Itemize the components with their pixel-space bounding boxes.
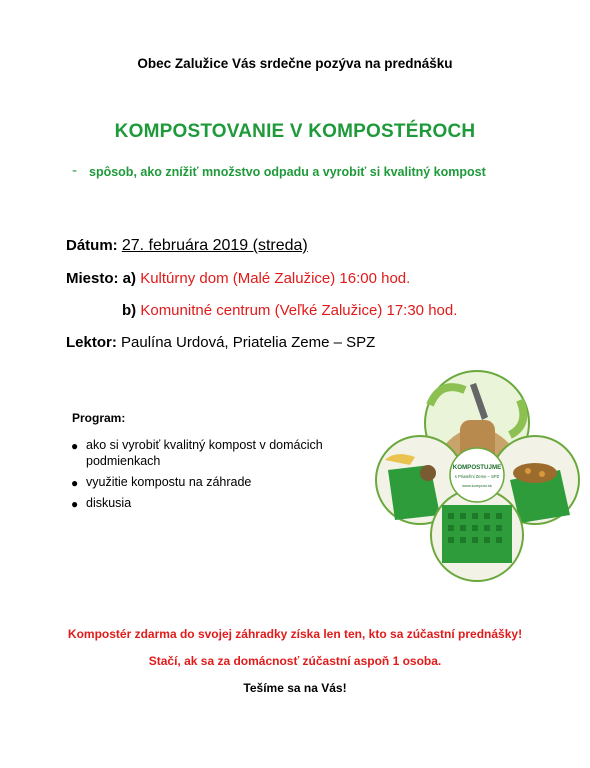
compost-logo-image — [370, 365, 585, 585]
place-label: Miesto: — [66, 270, 119, 287]
note-closing: Tešíme sa na Vás! — [243, 681, 347, 695]
list-item-text: diskusia — [86, 496, 132, 510]
note-one-person: Stačí, ak sa za domácnosť zúčastní aspoň 1 osoba. — [148, 654, 442, 668]
place-b-value: Komunitné centrum (Veľké Zalužice) 17:30 hod. — [140, 302, 458, 319]
event-subtitle: spôsob, ako znížiť množstvo odpadu a vyrobiť si kvalitný kompost — [89, 165, 486, 179]
list-item — [68, 437, 368, 469]
subtitle-dash: - — [72, 162, 77, 179]
list-item — [68, 474, 368, 490]
program-heading: Program: — [72, 411, 126, 425]
place-b-prefix: b) — [122, 302, 137, 319]
place-row-b — [122, 302, 457, 319]
place-a-value: Kultúrny dom (Malé Zalužice) 16:00 hod. — [140, 270, 411, 287]
event-title: KOMPOSTOVANIE V KOMPOSTÉROCH — [114, 121, 476, 142]
logo-subtitle: s Priateľmi Zeme – SPZ — [454, 474, 500, 479]
list-item-text: ako si vyrobiť kvalitný kompost v domácich podmienkach — [86, 438, 323, 468]
list-item — [68, 495, 368, 511]
list-item-text: využitie kompostu na záhrade — [86, 475, 252, 489]
date-row — [66, 237, 308, 255]
place-row-a — [66, 270, 410, 287]
bullet-icon: ● — [71, 497, 79, 511]
note-free-composter: Kompostér zdarma do svojej záhradky získa len ten, kto sa zúčastní prednášky! — [67, 627, 523, 641]
date-value: 27. februára 2019 (streda) — [121, 237, 308, 254]
place-a-prefix: a) — [122, 270, 137, 287]
intro-text: Obec Zalužice Vás srdečne pozýva na prednášku — [137, 56, 453, 71]
bullet-icon: ● — [71, 439, 79, 453]
date-label: Dátum: — [66, 237, 118, 254]
logo-title: KOMPOSTUJME — [452, 464, 502, 471]
lector-row — [66, 334, 375, 351]
lector-label: Lektor: — [66, 334, 117, 351]
bullet-icon: ● — [71, 476, 79, 490]
lector-value: Paulína Urdová, Priatelia Zeme – SPZ — [121, 334, 376, 351]
program-list — [68, 437, 368, 516]
logo-url: www.kompost.sk — [462, 483, 492, 488]
